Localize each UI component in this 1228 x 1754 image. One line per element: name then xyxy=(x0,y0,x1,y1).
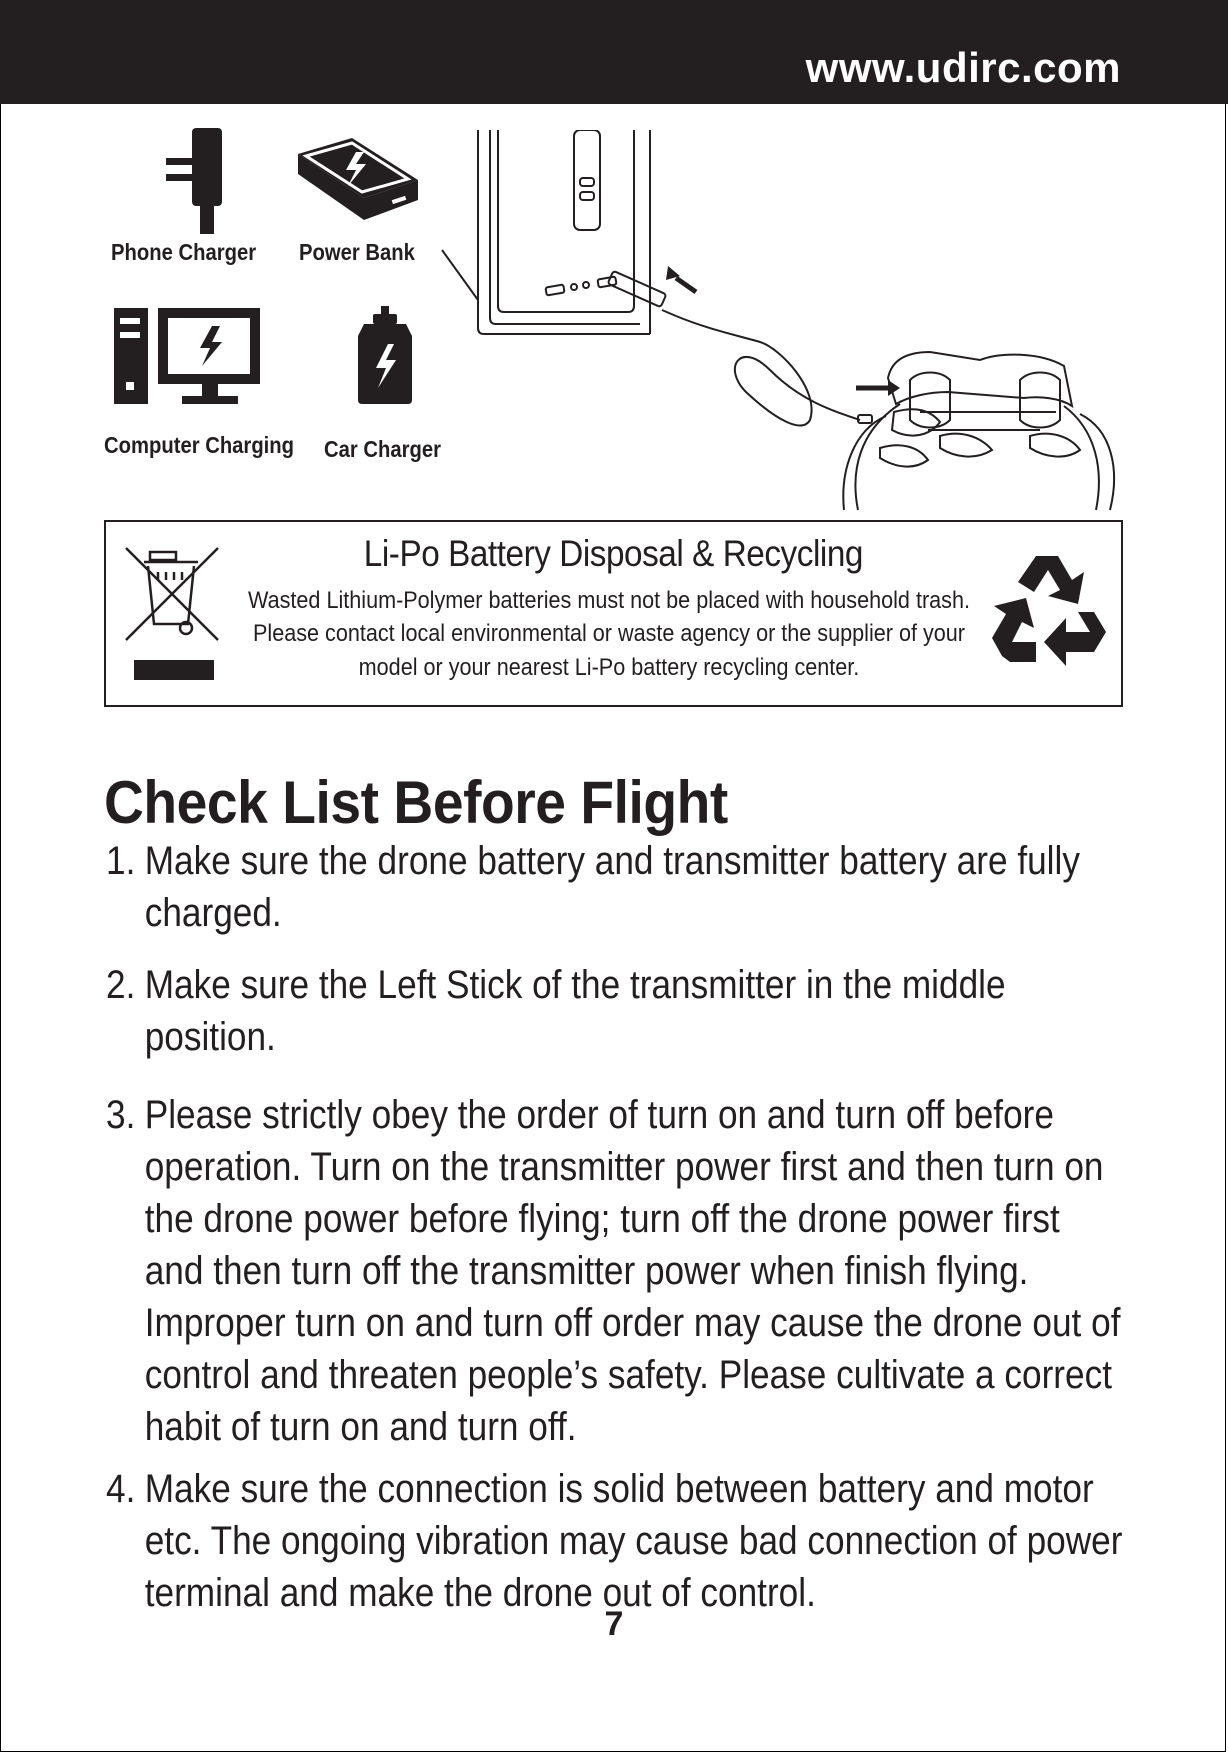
list-item xyxy=(106,835,1127,939)
list-item-text: Please strictly obey the order of turn on and turn off before operation. Turn on the transmitter power first and then turn on the drone power before flying; turn off the drone power first and then turn off the transmitter power when finish flying. Improper turn on and turn off order may cause the drone out of control and threaten people’s safety. Please cultivate a correct habit of turn on and turn off. xyxy=(144,1093,1121,1449)
computer-icon xyxy=(112,306,262,406)
phone-charger-icon xyxy=(146,126,226,238)
site-url[interactable]: www.udirc.com xyxy=(805,44,1121,91)
page-number: 7 xyxy=(604,1605,624,1643)
list-item-number: 1. xyxy=(106,839,136,883)
list-item-text: Make sure the drone battery and transmitter battery are fully charged. xyxy=(144,839,1080,935)
list-item-number: 2. xyxy=(106,963,136,1007)
charger-label: Power Bank xyxy=(299,239,415,265)
power-bank-icon xyxy=(294,134,424,226)
list-item xyxy=(106,959,1127,1063)
recycling-text-line: model or your nearest Li-Po battery recycling center. xyxy=(358,654,860,681)
checklist xyxy=(106,835,1156,1619)
list-item xyxy=(106,1089,1127,1453)
charger-label: Phone Charger xyxy=(111,239,257,265)
drone-charging-illustration xyxy=(440,130,1130,520)
header-bar xyxy=(0,0,1228,104)
list-item-text: Make sure the Left Stick of the transmitter in the middle position. xyxy=(144,963,1006,1059)
list-item-number: 4. xyxy=(106,1467,136,1511)
charger-label: Computer Charging xyxy=(104,432,295,458)
list-item-number: 3. xyxy=(106,1093,136,1137)
recycling-text-line: Wasted Lithium-Polymer batteries must not be placed with household trash. xyxy=(248,587,970,614)
recycling-text-line: Please contact local environmental or waste agency or the supplier of your xyxy=(252,620,965,647)
recycling-title: Li-Po Battery Disposal & Recycling xyxy=(363,533,864,574)
recycle-icon xyxy=(990,552,1108,668)
list-item xyxy=(106,1463,1127,1619)
list-item-text: Make sure the connection is solid between battery and motor etc. The ongoing vibration may cause bad connection of power terminal and make the drone out of control. xyxy=(144,1467,1123,1615)
car-charger-icon xyxy=(354,306,416,406)
charger-label: Car Charger xyxy=(324,436,441,462)
section-title: Check List Before Flight xyxy=(104,769,728,836)
